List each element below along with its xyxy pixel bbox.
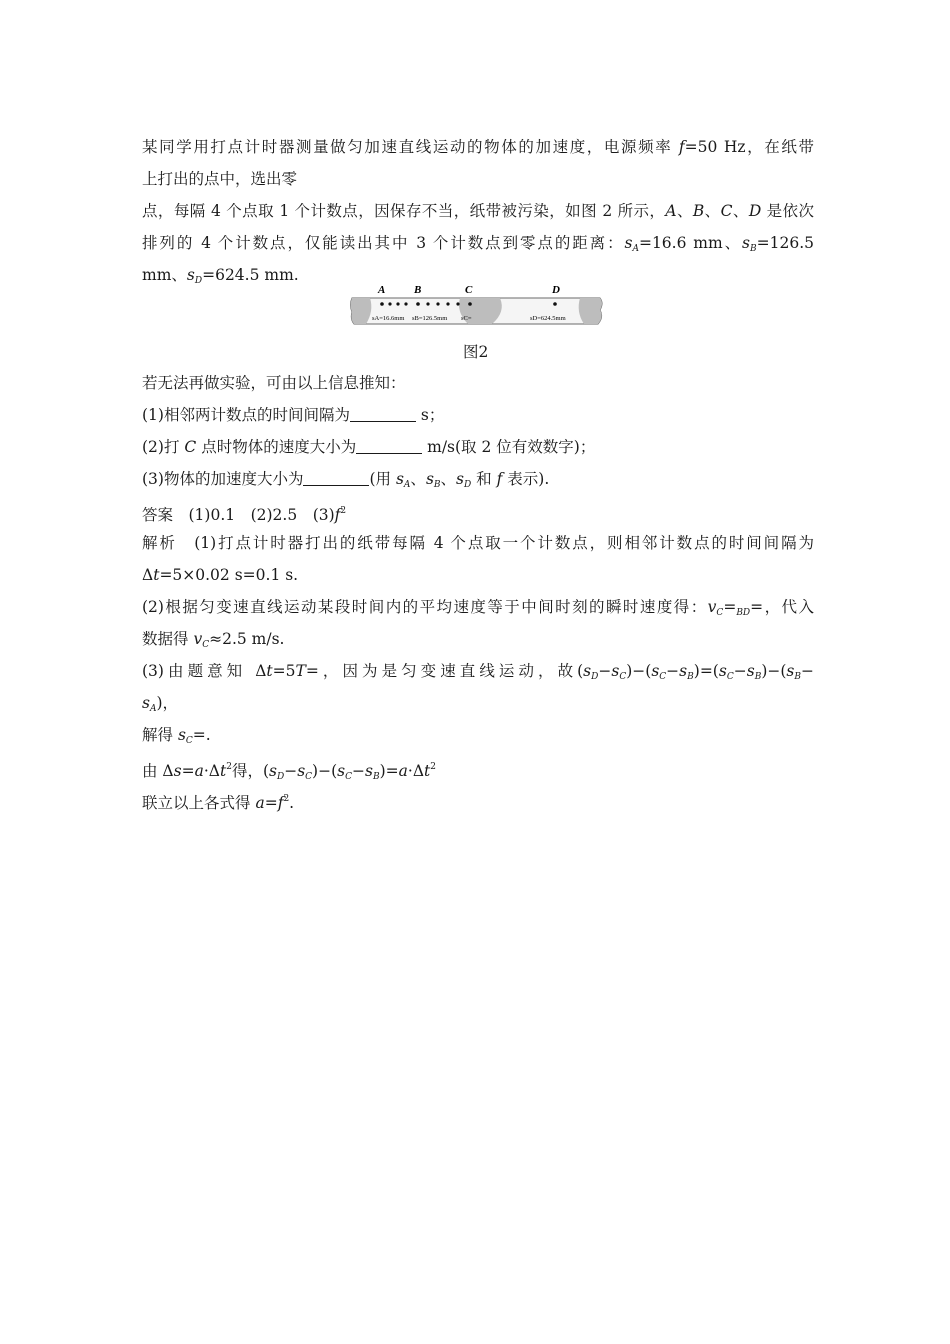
label-sC: sC= [461, 315, 472, 322]
analysis-line-4: 数据得 $v_C\approx 2.5$ m/s. [142, 630, 285, 650]
answer-blank [350, 407, 416, 422]
label-sA: sA=16.6mm [372, 315, 405, 322]
stain-right [579, 298, 602, 324]
dot-D [553, 302, 557, 306]
analysis-line-9: 联立以上各式得 $a=f^2$. [142, 794, 295, 812]
tape-dot [456, 302, 459, 305]
tape-dot [446, 302, 449, 305]
question-3: (3)物体的加速度大小为 (用 $s_A$、$s_B$、$s_D$ 和 f 表示). [142, 470, 550, 490]
problem-line-4: 排列的 4 个计数点，仅能读出其中 3 个计数点到零点的距离：$s_A=16.6$ mm、$s_B=126.5$ [142, 234, 814, 254]
dot-B [416, 302, 420, 306]
analysis-line-8: 由 $\Delta s=a\cdot\Delta t^2$得，$(s_D-s_C)-(s_C-s_B)=a\cdot\Delta t^2$ [142, 762, 436, 782]
analysis-line-6: $s_A$)， [142, 694, 179, 714]
label-C: C [465, 284, 473, 296]
label-A: A [378, 284, 386, 296]
answer-blank [356, 439, 422, 454]
label-sD: sD=624.5mm [530, 315, 566, 322]
dot-A [380, 302, 384, 306]
question-2: (2)打 C 点时物体的速度大小为 m/s(取 2 位有效数字)； [142, 438, 596, 456]
figure-caption: 图2 [463, 343, 489, 361]
label-sB: sB=126.5mm [412, 315, 448, 322]
problem-line-2: 上打出的点中，选出零 [142, 170, 298, 188]
analysis-line-3: (2)根据匀变速直线运动某段时间内的平均速度等于中间时刻的瞬时速度得：$v_C=_{BD}=$，代入 [142, 598, 814, 618]
problem-line-5: mm、$s_D=624.5$ mm. [142, 266, 299, 286]
tape-dot [388, 302, 391, 305]
problem-line-1: 某同学用打点计时器测量做匀加速直线运动的物体的加速度，电源频率 f=50 Hz，在纸带 [142, 138, 815, 156]
analysis-line-2: Δt=5×0.02 s=0.1 s. [142, 566, 299, 584]
label-B: B [414, 284, 422, 296]
answer-line: 答案 (1)0.1 (2)2.5 $(3)f^2$ [142, 506, 347, 524]
tape-dot [436, 302, 439, 305]
label-D: D [552, 284, 560, 296]
tape-dot [404, 302, 407, 305]
dot-C [468, 302, 472, 306]
paper-tape-figure [348, 282, 606, 328]
analysis-line-7: 解得 $s_C=$. [142, 726, 211, 746]
tape-dot [396, 302, 399, 305]
question-1: (1)相邻两计数点的时间间隔为 s； [142, 406, 445, 424]
questions-intro: 若无法再做实验，可由以上信息推知： [142, 374, 406, 392]
analysis-line-1: 解析 (1)打点计时器打出的纸带每隔 4 个点取一个计数点，则相邻计数点的时间间隔为 [142, 534, 814, 552]
analysis-line-5: (3)由题意知 Δt=5T=，因为是匀变速直线运动，故$(s_D-s_C)-(s_C-s_B)=(s_C-s_B)-(s_B-$ [142, 662, 814, 682]
problem-line-3: 点，每隔 4 个点取 1 个计数点，因保存不当，纸带被污染，如图 2 所示，A、B、C、D 是依次 [142, 202, 814, 220]
tape-dot [426, 302, 429, 305]
answer-blank [303, 471, 369, 486]
